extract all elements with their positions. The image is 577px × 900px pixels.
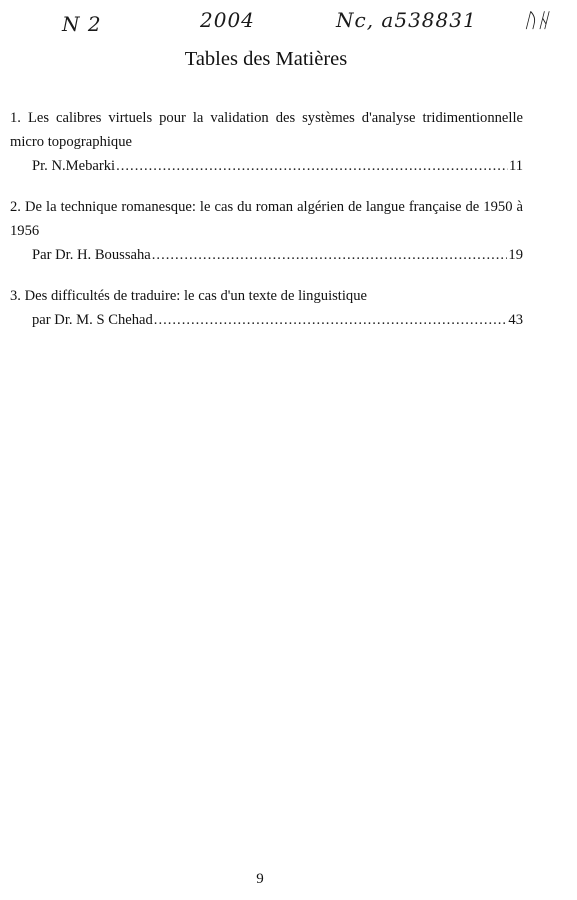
handwritten-mark: ᚢᚺ xyxy=(524,8,550,32)
toc-entry-author-line xyxy=(10,243,523,267)
toc-entry-page: 43 xyxy=(508,312,523,328)
toc-entry xyxy=(10,195,523,267)
toc-entry-author: Par Dr. H. Boussaha xyxy=(32,247,151,263)
page-title: Tables des Matières xyxy=(184,48,348,70)
dot-leader xyxy=(116,154,508,178)
toc-entry-title xyxy=(10,195,523,243)
page-number: 9 xyxy=(256,871,264,887)
toc-entry-title-text: De la technique romanesque: le cas du roman algérien de langue française de 1950 à 1956 xyxy=(10,199,523,239)
toc-entry-number: 3. xyxy=(10,288,21,304)
dot-leader xyxy=(154,308,508,332)
toc-entry-title-text: Les calibres virtuels pour la validation des systèmes d'analyse tridimentionnelle micro topographique xyxy=(10,110,523,150)
toc-entry-author: Pr. N.Mebarki xyxy=(32,158,116,174)
toc-entry-number: 1. xyxy=(10,110,21,126)
handwritten-year: 2004 xyxy=(200,8,255,32)
toc-entry-title xyxy=(10,106,523,154)
toc-entry-author: par Dr. M. S Chehad xyxy=(32,312,153,328)
toc-entry-author-line xyxy=(10,308,523,332)
table-of-contents xyxy=(10,106,523,349)
toc-entry xyxy=(10,284,523,332)
toc-entry-author-line xyxy=(10,154,523,178)
toc-entry-title xyxy=(10,284,523,308)
dot-leader xyxy=(152,243,508,267)
toc-entry-number: 2. xyxy=(10,199,21,215)
toc-entry-page: 19 xyxy=(508,247,523,263)
toc-entry xyxy=(10,106,523,178)
handwritten-catalog-number: Nc, a538831 xyxy=(336,8,477,32)
handwritten-annotation: N 2 xyxy=(62,12,102,36)
toc-entry-title-text: Des difficultés de traduire: le cas d'un texte de linguistique xyxy=(24,288,367,304)
toc-entry-page: 11 xyxy=(508,158,523,174)
